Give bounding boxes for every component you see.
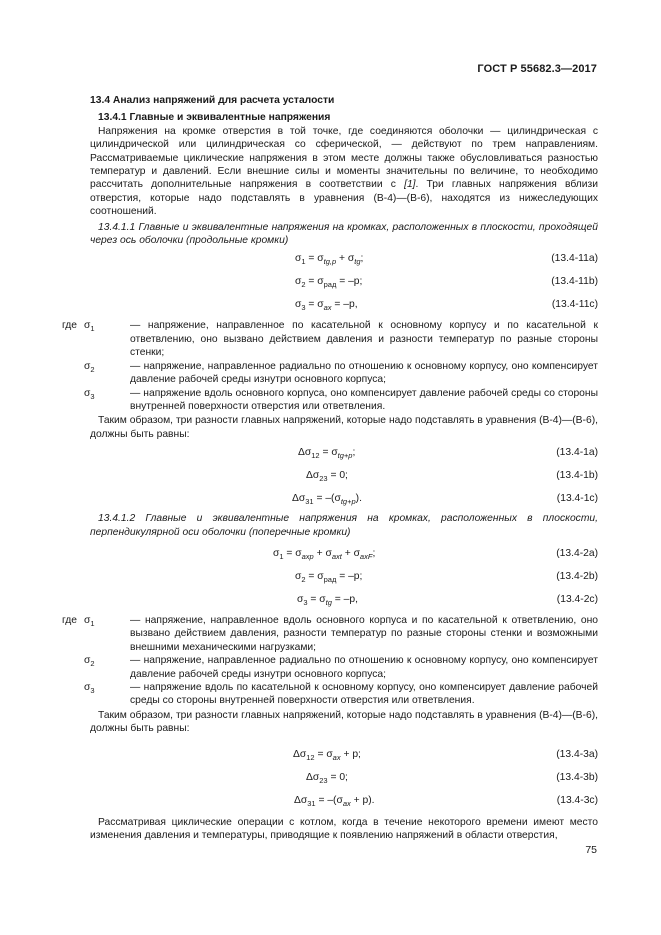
equation-13-4-11b: $\sigma_2 = \sigma_{рад} = -p$; (13.4-11b) (90, 270, 598, 293)
definition-sigma1: где $\sigma_1$ — напряжение, направленное по касательной к основному корпусу и по касательной к ответвлению, оно вызвано действием давления и разности температур по разные стороны стенки; (62, 320, 598, 359)
part1-thus-paragraph: Таким образом, три разности главных напряжений, которые надо подставлять в уравнения (В-4)—(В-6), должны быть равны: (90, 415, 598, 440)
equation-number: (13.4-3b) (556, 771, 598, 783)
equation-13-4-1a: $\Delta\sigma_{12} = \sigma_{tg+p}$; (13.4-1a) (90, 441, 598, 464)
equation-13-4-3b: $\Delta\sigma_{23} = 0$; (13.4-3b) (90, 766, 598, 789)
closing-paragraph: Рассматривая циклические операции с котлом, когда в течение некоторого времени имеют место изменения давления и температуры, приводящие к появлению напряжений в области отверстия, (90, 816, 598, 841)
equation-number: (13.4-2c) (556, 593, 598, 605)
equation-number: (13.4-3a) (556, 748, 598, 760)
part1-definitions (62, 319, 598, 413)
definition-sigma2: $\sigma_2$ — напряжение, направленное радиально по отношению к основному корпусу, оно компенсирует давление рабочей среды изнутри основного корпуса; (84, 655, 598, 680)
part2-title: 13.4.1.2 Главные и эквивалентные напряжения на кромках, расположенных в плоскости, перпендикулярной оси оболочки (поперечные кромки) (90, 513, 598, 538)
equation-number: (13.4-3c) (556, 794, 598, 806)
equation-number: (13.4-11c) (551, 299, 598, 311)
equation-number: (13.4-11a) (551, 253, 598, 265)
definition-sigma3: $\sigma_3$ — напряжение вдоль по касательной к основному корпусу, оно компенсирует давление рабочей среды со стороны внутренней поверхности отверстия или ответвления. (84, 681, 598, 707)
equation-number: (13.4-1c) (556, 493, 598, 505)
document-id: ГОСТ Р 55682.3—2017 (477, 63, 597, 75)
part2-definitions (62, 614, 598, 708)
equation-13-4-2c: $\sigma_3 = \sigma_{tg} = -p$, (13.4-2c) (90, 588, 598, 611)
equation-13-4-2b: $\sigma_2 = \sigma_{рад} = -p$; (13.4-2b) (90, 565, 598, 588)
equation-number: (13.4-2a) (556, 547, 598, 559)
definition-sigma2: $\sigma_2$ — напряжение, направленное радиально по отношению к основному корпусу, оно компенсирует давление рабочей среды изнутри основного корпуса; (84, 360, 598, 386)
equation-13-4-2a: $\sigma_1 = \sigma_{axp} + \sigma_{axt} + \sigma_{axF}$; (13.4-2a) (90, 542, 598, 565)
part1-title: 13.4.1.1 Главные и эквивалентные напряжения на кромках, расположенных в плоскости, проходящей через ось оболочки (продольные кромки) (90, 221, 598, 247)
page-number: 75 (585, 844, 597, 856)
equation-13-4-3c: $\Delta\sigma_{31} = -(\sigma_{ax} + p)$. (13.4-3c) (90, 789, 598, 812)
equation-13-4-11a: $\sigma_1 = \sigma_{tg,p} + \sigma_{tg}$; (13.4-11a) (90, 247, 598, 270)
definition-sigma3: $\sigma_3$ — напряжение вдоль основного корпуса, оно компенсирует давление рабочей среды со стороны внутренней поверхности отверстия или ответвления. (84, 387, 598, 412)
equation-number: (13.4-1b) (556, 470, 598, 482)
equation-number: (13.4-1a) (556, 447, 598, 459)
intro-paragraph: Напряжения на кромке отверстия в той точке, где соединяются оболочки — цилиндрическая с цилиндрической или цилиндрическая со сферической, — действуют по трем направлениям. Рассматриваемые циклические напряжения в этом месте должны также обусловливаться разностью температур и давлений. Если внешние силы и моменты значительны по величине, то необходимо рассчитать дополнительные напряжения в соответствии с [1]. Три главных напряжения вблизи отверстия, которые надо подставлять в уравнения (В-4)—(В-6), находятся из нижеследующих соотношений. (90, 125, 598, 218)
equation-13-4-1b: $\Delta\sigma_{23} = 0$; (13.4-1b) (90, 464, 598, 487)
definition-sigma1: где $\sigma_1$ — напряжение, направленное вдоль основного корпуса и по касательной к ответвлению, оно вызвано действием давления, разности температур по разные стороны стенки и возможными внешними механическими нагрузками; (62, 614, 598, 653)
page-content (62, 94, 598, 842)
part2-thus-paragraph: Таким образом, три разности главных напряжений, которые надо подставлять в уравнения (В-4)—(В-6), должны быть равны: (90, 709, 598, 735)
equation-number: (13.4-2b) (556, 570, 598, 582)
section-title: 13.4 Анализ напряжений для расчета усталости (90, 95, 335, 106)
equation-13-4-11c: $\sigma_3 = \sigma_{ax} = -p$, (13.4-11c) (90, 293, 598, 316)
subsection-title: 13.4.1 Главные и эквивалентные напряжения (98, 112, 331, 124)
equation-13-4-3a: $\Delta\sigma_{12} = \sigma_{ax} + p$; (13.4-3a) (90, 743, 598, 766)
equation-13-4-1c: $\Delta\sigma_{31} = -(\sigma_{tg+p})$. (13.4-1c) (90, 487, 598, 510)
reference-link: [1] (404, 179, 416, 191)
equation-number: (13.4-11b) (551, 276, 598, 288)
